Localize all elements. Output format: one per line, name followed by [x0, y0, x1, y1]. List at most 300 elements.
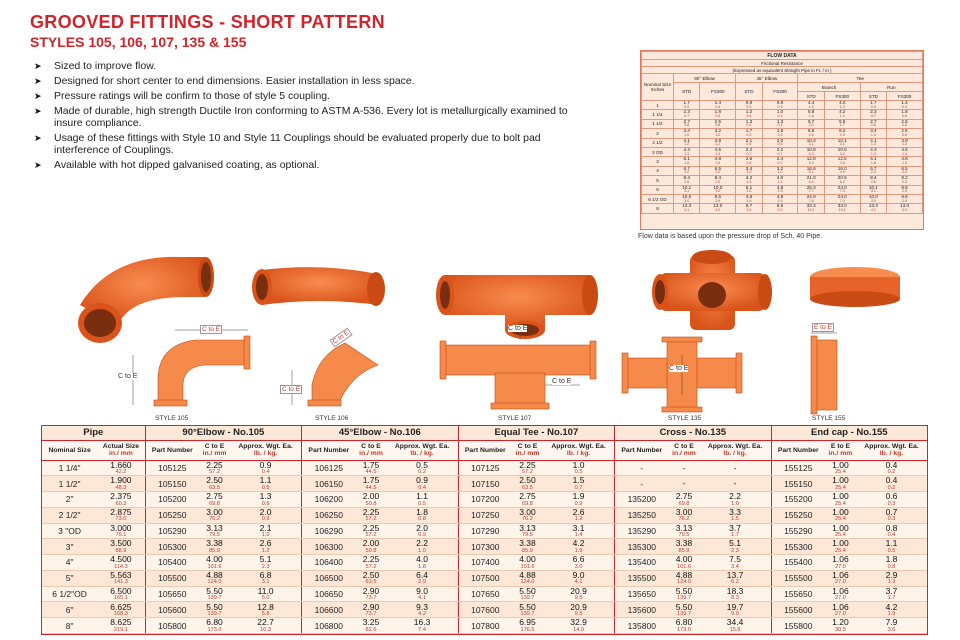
group-pipe: Pipe [42, 426, 145, 440]
weight-cell [856, 492, 927, 508]
dimension-cell-mm: 79.5 [678, 532, 690, 539]
style-107-label: STYLE 107 [498, 415, 532, 422]
arrow-icon: ➤ [34, 106, 42, 116]
hdr-weight-label: Approx. Wgt. Ea. [707, 443, 763, 450]
weight-cell [543, 507, 615, 523]
dimension-cell-mm: 124.0 [207, 579, 222, 586]
weight-cell [856, 460, 927, 476]
arrow-icon: ➤ [34, 160, 42, 170]
feature-item [32, 75, 572, 87]
hdr-part [615, 440, 669, 460]
weight-cell-mm: 0.2 [887, 469, 896, 476]
dimension-cell-mm: 85.9 [678, 547, 690, 554]
dimension-cell-mm: 124.0 [676, 579, 691, 586]
flow-value-m: 3.0 [684, 198, 690, 203]
weight-cell-mm: 3.4 [731, 563, 739, 570]
weight-cell-mm: 0.9 [574, 500, 583, 507]
flow-col-nominal: Nominal Size Inches [642, 74, 674, 101]
style-107-drawing [440, 341, 596, 409]
weight-cell-in: 13.7 [726, 569, 744, 580]
dimension-cell-mm: 76.2 [522, 516, 533, 523]
weight-cell-in: 5.1 [259, 554, 272, 565]
flow-value-ft: 1.4 [901, 100, 908, 105]
flow-value-m: 3.1 [684, 189, 690, 194]
dimension-cell [825, 570, 856, 586]
dimension-cell [355, 618, 386, 634]
part-number-cell: 106600 [302, 602, 356, 618]
part-number-cell: 107650 [458, 586, 512, 602]
flow-value-ft: 1.0 [776, 109, 784, 115]
dimension-cell-in: 2.00 [362, 538, 380, 549]
flow-value-m: 0.7 [746, 151, 752, 156]
dimension-cell [512, 476, 543, 492]
part-number-cell: 107290 [458, 523, 512, 539]
dimension-cell-in: 4.88 [675, 569, 693, 580]
actual-size-cell-mm: 141.3 [113, 579, 128, 586]
flow-value-m: 0.6 [746, 142, 752, 147]
flow-value-m: 0.5 [746, 132, 752, 137]
dimension-cell-in: 2.00 [362, 491, 380, 502]
flow-value-ft: 1.2 [745, 109, 753, 115]
flow-value-m: 0.8 [902, 123, 908, 128]
dimension-cell-mm: 25.4 [835, 532, 846, 539]
hdr-part [302, 440, 356, 460]
dimension-cell-mm: 176.5 [520, 626, 535, 633]
flow-value-ft: 4.5 [901, 146, 908, 152]
flow-value-cell [674, 204, 700, 213]
flow-value-m: 0.3 [777, 104, 783, 109]
flow-row [642, 176, 923, 185]
weight-cell-in: 6.8 [259, 569, 272, 580]
flow-value-ft: 13.3 [868, 203, 878, 209]
flow-size-cell: 8 [642, 204, 674, 213]
hdr-weight-label: Approx. Wgt. Ea. [551, 443, 606, 450]
flow-value-cell [860, 157, 886, 166]
flow-size-cell: 6 [642, 185, 674, 194]
flow-value-cell [674, 129, 700, 138]
dimension-cell [355, 492, 386, 508]
weight-cell-mm: 0.5 [261, 484, 270, 491]
flow-value-ft: 10.0 [682, 193, 692, 199]
hdr-dimension-label: C to E [204, 443, 225, 450]
actual-size-cell-mm: 76.1 [115, 532, 127, 539]
weight-cell-mm: 0.5 [887, 547, 896, 554]
part-number-cell: 135400 [615, 555, 669, 571]
dimension-cell-mm: 57.2 [365, 563, 377, 570]
part-number-cell: 155500 [771, 570, 825, 586]
flow-value-ft: 2.3 [870, 109, 877, 115]
weight-cell-in: 6.4 [416, 569, 428, 580]
flow-value-ft: 3.2 [776, 165, 784, 171]
dim-c-to-e-106: C to E [329, 327, 352, 347]
part-number-cell: 106650 [302, 586, 356, 602]
flow-value-m: 0.4 [902, 104, 908, 109]
weight-cell-in: 4.2 [885, 601, 898, 612]
flow-value-cell [887, 110, 923, 119]
weight-cell-mm: 4.1 [574, 579, 583, 586]
weight-cell [230, 586, 302, 602]
part-number-cell: 107300 [458, 539, 512, 555]
style-106-label: STYLE 106 [315, 415, 349, 422]
weight-cell-mm: 1.7 [731, 532, 739, 539]
weight-cell-mm: 2.3 [731, 547, 739, 554]
dimension-cell-mm: 139.7 [207, 595, 222, 602]
weight-cell-mm: 14.9 [573, 626, 584, 633]
style-155-drawing [811, 336, 837, 414]
actual-size-cell-in: 4.500 [110, 554, 132, 565]
actual-size-cell [97, 555, 145, 571]
flow-value-ft: 10.1 [682, 184, 692, 190]
flow-value-ft: 10.0 [868, 193, 878, 199]
weight-cell-in: 2.0 [416, 522, 428, 533]
weight-cell-mm: 0.3 [887, 500, 896, 507]
flow-value-m: 0.6 [715, 113, 721, 118]
flow-value-ft: 13.3 [682, 203, 692, 209]
flow-value-m: 0.8 [870, 123, 876, 128]
weight-cell-mm: 2.3 [261, 563, 270, 570]
flow-value-ft: 1.6 [776, 128, 784, 134]
dimension-cell-mm: 69.8 [522, 500, 533, 507]
flow-value-m: 0.3 [746, 104, 752, 109]
flow-value-ft: 5.1 [745, 184, 753, 190]
flow-value-m: 3.2 [839, 151, 845, 156]
hdr-dimension [355, 440, 386, 460]
part-number-cell: 107125 [458, 460, 512, 476]
flow-value-ft: 6.5 [901, 165, 908, 171]
flow-value-cell [798, 176, 824, 185]
flow-value-m: 1.3 [839, 113, 845, 118]
dim-c-to-e-106b: C to E [282, 386, 301, 393]
weight-cell-mm: 0.2 [887, 484, 896, 491]
dimension-cell-in: 6.95 [519, 617, 536, 628]
weight-cell [387, 460, 459, 476]
weight-cell-in: 0.9 [416, 475, 428, 486]
flow-value-ft: 1.7 [683, 100, 690, 105]
weight-cell [699, 476, 771, 492]
flow-value-m: 0.8 [902, 132, 908, 137]
flow-value-m: 1.5 [902, 160, 908, 165]
part-number-cell: 106500 [302, 570, 356, 586]
weight-cell-mm: 7.4 [418, 626, 426, 633]
weight-cell-mm: 1.8 [418, 563, 426, 570]
weight-cell-in: 16.3 [413, 617, 431, 628]
weight-cell-mm: 1.3 [887, 579, 896, 586]
weight-cell-in: 34.4 [726, 617, 744, 628]
flow-value-ft: 25.3 [806, 184, 816, 190]
actual-size-cell-mm: 219.1 [113, 626, 128, 633]
feature-item [32, 105, 572, 129]
weight-cell-mm: 1.9 [887, 611, 896, 618]
cross-photo [652, 250, 772, 330]
hdr-part-label: Part Number [777, 446, 819, 454]
dimension-cell-in: 1.06 [832, 569, 849, 580]
hdr-dimension-label: C to E [517, 443, 538, 450]
dimension-cell [825, 492, 856, 508]
flow-sub-fs: FS300 [700, 83, 736, 101]
flow-value-cell [860, 185, 886, 194]
flow-value-cell [762, 185, 798, 194]
hdr-weight [543, 440, 615, 460]
flow-value-m: 2.6 [870, 179, 876, 184]
flow-value-m: 1.5 [777, 198, 783, 203]
flow-value-ft: 0.9 [745, 100, 753, 105]
flow-value-m: 1.6 [870, 160, 876, 165]
dimension-cell-mm: 25.4 [835, 547, 846, 554]
weight-cell-in: 3.7 [729, 522, 741, 533]
dimension-cell-mm: 44.5 [365, 484, 377, 491]
dimension-cell-mm: 57.2 [365, 532, 377, 539]
table-row [42, 602, 927, 618]
weight-cell [699, 618, 771, 634]
dimensions-table [41, 425, 928, 635]
dimension-cell-in: 3.13 [206, 522, 223, 533]
dimension-cell-in: 1.00 [832, 475, 849, 486]
flow-value-m: 0.3 [777, 113, 783, 118]
weight-cell [230, 507, 302, 523]
part-number-cell: 105800 [145, 618, 199, 634]
nominal-size-cell: 3 "OD [42, 523, 97, 539]
flow-col-tee: Tee [798, 74, 923, 83]
flow-value-ft: 13.0 [900, 203, 910, 209]
flow-data-subtitle: Frictional Resistance [642, 60, 923, 67]
flow-value-ft: 3.4 [745, 165, 753, 171]
hdr-part-label: Part Number [621, 446, 663, 454]
flow-sub-std: STD [798, 92, 824, 101]
nominal-size-cell: 4" [42, 555, 97, 571]
dimension-cell-mm: 27.0 [835, 563, 846, 570]
flow-value-ft: 33.0 [837, 203, 847, 209]
dimension-cell [825, 555, 856, 571]
flow-data-footnote: Flow data is based upon the pressure drop of Sch. 40 Pipe. [638, 233, 823, 240]
nominal-size-cell: 1 1/2" [42, 476, 97, 492]
flow-value-ft: 4.4 [807, 100, 815, 105]
dimension-cell-mm: 73.7 [365, 595, 377, 602]
weight-cell-in: 4.0 [416, 554, 428, 565]
weight-cell [856, 523, 927, 539]
part-number-cell: 155800 [771, 618, 825, 634]
dimension-cell-mm: 57.2 [365, 516, 377, 523]
flow-value-cell [860, 110, 886, 119]
flow-value-ft: 16.0 [837, 165, 847, 171]
hdr-dimension [199, 440, 230, 460]
dimension-cell [825, 602, 856, 618]
dimension-cell [668, 555, 699, 571]
flow-value-ft: 2.5 [901, 128, 908, 134]
actual-size-cell-in: 1.660 [110, 459, 132, 470]
flow-value-ft: 6.7 [683, 165, 690, 171]
dimension-cell [355, 507, 386, 523]
hdr-dimension [512, 440, 543, 460]
part-number-cell: 107400 [458, 555, 512, 571]
hdr-weight-unit: lb. / kg. [879, 450, 904, 457]
dimension-cell [825, 460, 856, 476]
arrow-icon: ➤ [34, 76, 42, 86]
weight-cell-mm: 0.8 [418, 516, 426, 523]
flow-value-m: 7.6 [808, 198, 814, 203]
actual-size-cell [97, 618, 145, 634]
flow-value-ft: 6.5 [714, 165, 721, 171]
flow-value-m: 1.3 [684, 151, 690, 156]
flow-value-ft: 6.7 [807, 118, 815, 124]
flow-value-ft: 9.6 [901, 193, 908, 199]
hdr-dimension-unit: in./ mm [202, 450, 227, 457]
hdr-weight-label: Approx. Wgt. Ea. [238, 443, 293, 450]
flow-value-m: 1.3 [808, 104, 814, 109]
dimension-cell-mm: 25.4 [835, 516, 846, 523]
weight-cell-mm: 15.6 [729, 626, 741, 633]
weight-cell [543, 492, 615, 508]
weight-cell-mm: 2.9 [418, 579, 426, 586]
dimension-cell-in: - [682, 478, 686, 489]
actual-size-cell-mm: 165.1 [113, 595, 128, 602]
weight-cell [387, 507, 459, 523]
flow-value-ft: 4.2 [839, 109, 846, 115]
flow-value-cell [674, 157, 700, 166]
actual-size-cell-in: 6.500 [110, 585, 132, 596]
weight-cell-in: 9.0 [416, 585, 428, 596]
dimension-cell-mm: 139.7 [520, 611, 535, 618]
flow-value-ft: 9.6 [714, 193, 721, 199]
dimension-cell [199, 523, 230, 539]
dimension-cell [668, 618, 699, 634]
actual-size-cell-in: 6.625 [110, 601, 132, 612]
dimension-cell [355, 460, 386, 476]
flow-value-m: 0.4 [715, 104, 721, 109]
dimension-cell [512, 523, 543, 539]
weight-cell-in: 1.0 [572, 459, 585, 470]
flow-value-ft: 6.5 [776, 203, 784, 209]
dimension-cell-in: 3.00 [206, 506, 223, 517]
weight-cell [543, 523, 615, 539]
weight-cell [230, 539, 302, 555]
weight-cell-in: 6.6 [572, 554, 585, 565]
hdr-part-label: Part Number [151, 446, 193, 454]
dimension-cell-mm: 139.7 [207, 611, 222, 618]
dimension-cell-mm: 63.5 [209, 484, 220, 491]
weight-cell [230, 523, 302, 539]
nominal-size-cell: 1 1/4" [42, 460, 97, 476]
flow-col-branch: Branch [798, 83, 860, 92]
flow-row [642, 185, 923, 194]
part-number-cell: 135500 [615, 570, 669, 586]
dimension-cell [512, 555, 543, 571]
dimension-cell-mm: 50.8 [365, 547, 377, 554]
weight-cell [543, 476, 615, 492]
flow-value-cell [736, 204, 762, 213]
hdr-part-label: Part Number [308, 446, 350, 454]
flow-size-cell: 2 1/2 [642, 138, 674, 147]
flow-value-cell [824, 176, 860, 185]
dimension-cell-in: 5.50 [675, 601, 693, 612]
weight-cell-in: 2.6 [572, 506, 585, 517]
hdr-dimension [825, 440, 856, 460]
dimension-cell-in: 2.25 [519, 459, 536, 470]
end-cap-photo [810, 267, 900, 307]
part-number-cell: 105200 [145, 492, 199, 508]
dimension-cell [355, 602, 386, 618]
weight-cell [387, 570, 459, 586]
feature-text: Designed for short center to end dimensions. Easier installation in less space. [54, 75, 415, 87]
weight-cell-in: 2.2 [729, 491, 741, 502]
flow-value-m: 1.0 [684, 132, 690, 137]
flow-value-m: 3.1 [870, 189, 876, 194]
flow-value-cell [887, 176, 923, 185]
actual-size-cell [97, 539, 145, 555]
dimension-cell-in: 1.06 [832, 585, 849, 596]
flow-value-cell [736, 176, 762, 185]
hdr-weight [699, 440, 771, 460]
flow-value-m: 2.9 [715, 198, 721, 203]
hdr-dimension-unit: in./ mm [515, 450, 540, 457]
dimension-cell [512, 570, 543, 586]
dimension-cell-mm: 27.0 [835, 579, 846, 586]
flow-value-ft: 4.3 [870, 146, 877, 152]
hdr-actual [97, 440, 145, 460]
flow-value-ft: 24.0 [837, 193, 847, 199]
flow-value-m: 0.4 [777, 123, 783, 128]
flow-value-m: 0.7 [870, 113, 876, 118]
part-number-cell: 135250 [615, 507, 669, 523]
dimension-cell-in: 1.75 [362, 459, 380, 470]
dimension-cell [512, 618, 543, 634]
flow-value-m: 2.0 [746, 207, 752, 212]
weight-cell [699, 460, 771, 476]
weight-cell [230, 602, 302, 618]
flow-value-ft: 3.9 [714, 137, 721, 143]
part-number-cell: 135600 [615, 602, 669, 618]
flow-value-m: 3.3 [808, 151, 814, 156]
feature-item [32, 60, 572, 72]
group-tee: Equal Tee - No.107 [458, 426, 614, 440]
flow-value-ft: 2.0 [776, 137, 784, 143]
flow-value-ft: 10.0 [713, 184, 723, 190]
part-number-cell: 155200 [771, 492, 825, 508]
part-number-cell: 105600 [145, 602, 199, 618]
part-number-cell: 105125 [145, 460, 199, 476]
flow-value-cell [860, 176, 886, 185]
flow-value-cell [674, 176, 700, 185]
flow-value-m: 0.5 [777, 132, 783, 137]
flow-value-m: 7.7 [808, 189, 814, 194]
actual-size-cell-mm: 114.3 [114, 563, 128, 570]
dim-c-to-e-107: C to E [508, 325, 528, 332]
weight-cell-mm: 1.0 [261, 532, 270, 539]
dimension-cell-mm: 82.6 [365, 626, 377, 633]
flow-value-ft: 1.7 [870, 100, 877, 105]
dimension-cell-mm: 69.8 [678, 500, 690, 507]
part-number-cell: 105400 [145, 555, 199, 571]
dimension-cell [668, 570, 699, 586]
hdr-part [771, 440, 825, 460]
hdr-dimension-unit: in./ mm [828, 450, 853, 457]
weight-cell-mm: 3.0 [574, 563, 583, 570]
flow-value-ft: 10.3 [806, 137, 816, 143]
part-number-cell: 107500 [458, 570, 512, 586]
dimension-cell-in: 5.50 [675, 585, 693, 596]
part-number-cell: 105650 [145, 586, 199, 602]
flow-sub-fs: FS300 [762, 83, 798, 101]
weight-cell-in: 11.0 [257, 585, 274, 596]
flow-value-cell [762, 110, 798, 119]
actual-size-cell-in: 8.625 [110, 617, 132, 628]
hdr-dimension-unit: in./ mm [672, 450, 696, 457]
flow-sub-std: STD [860, 92, 886, 101]
flow-value-ft: 1.8 [901, 109, 908, 115]
weight-cell-mm: 3.6 [887, 626, 896, 633]
weight-cell [387, 539, 459, 555]
actual-size-cell-mm: 168.3 [113, 611, 128, 618]
weight-cell-mm: 1.9 [574, 547, 583, 554]
